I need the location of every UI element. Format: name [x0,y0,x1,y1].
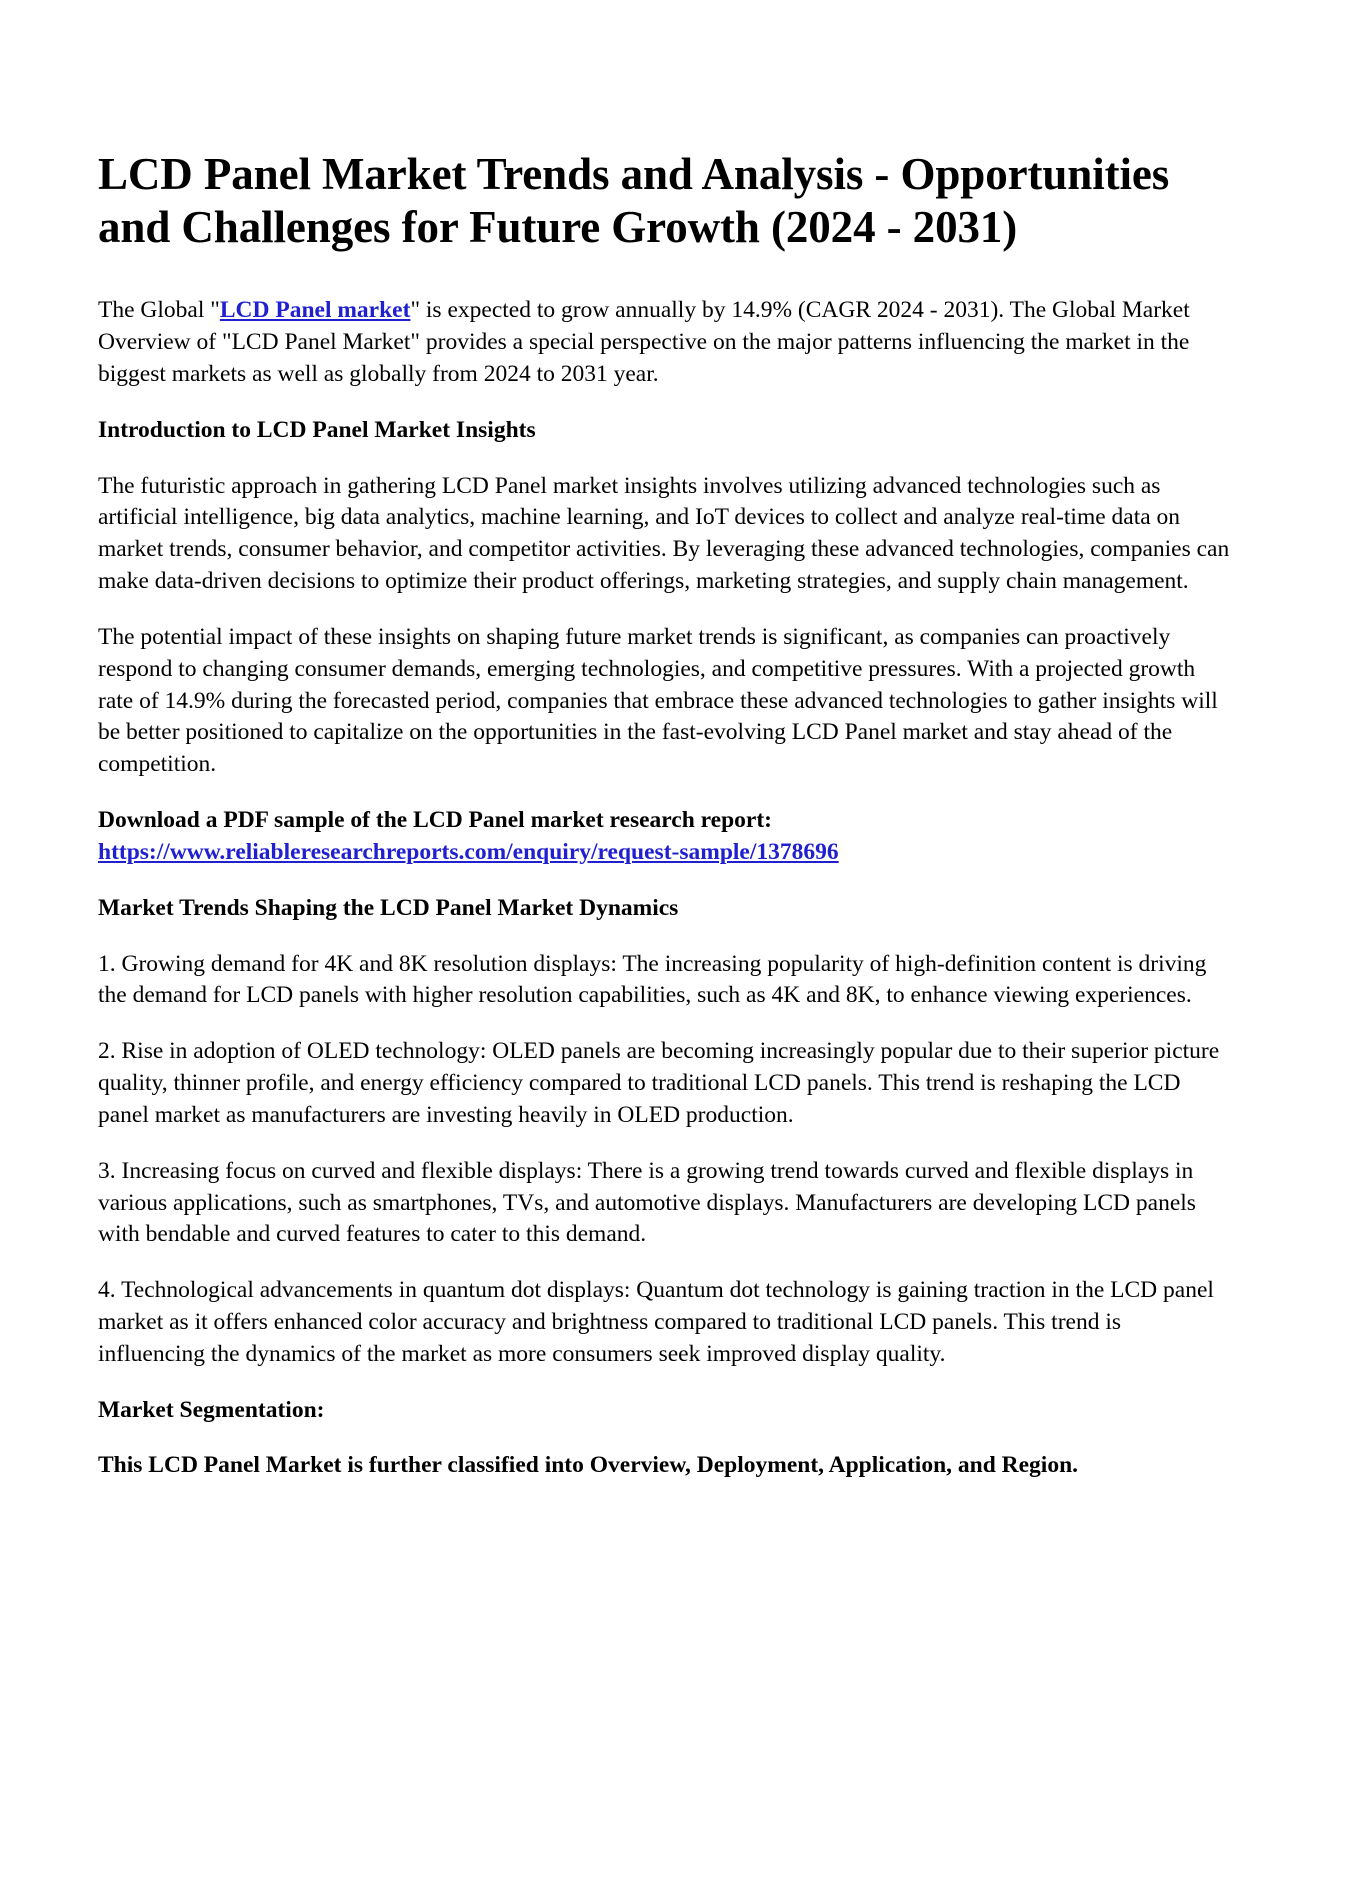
lcd-panel-market-link[interactable]: LCD Panel market [219,297,411,324]
page-title: LCD Panel Market Trends and Analysis - Opportunities and Challenges for Future Growth (2024 - 2031) [98,149,1170,252]
trend-item: 4. Technological advancements in quantum dot displays: Quantum dot technology is gaining traction in the LCD panel market as it offers enhanced color accuracy and brightness compared to traditional LCD panels. This trend is influencing the dynamics of the market as more consumers seek improved display quality. [98,1277,1214,1367]
insights-heading: Introduction to LCD Panel Market Insights [98,416,536,443]
intro-text-after-link: " is expected to grow annually by 14.9% (CAGR 2024 - 2031). The Global Market Overview of "LCD Panel Market" provides a special perspective on the major patterns influencing the market in the biggest markets as well as globally from 2024 to 2031 year. [98,297,1190,387]
insights-paragraph-2: The potential impact of these insights on shaping future market trends is significant, as companies can proactively respond to changing consumer demands, emerging technologies, and competitive pressures. With a projected growth rate of 14.9% during the forecasted period, companies that embrace these advanced technologies to gather insights will be better positioned to capitalize on the opportunities in the fast-evolving LCD Panel market and stay ahead of the competition. [98,623,1218,778]
intro-text-before-link: The Global " [98,297,220,324]
market-segmentation-heading: Market Segmentation: [98,1396,325,1423]
market-segmentation-note: This LCD Panel Market is further classified into Overview, Deployment, Application, and Region. [98,1452,1079,1479]
download-sample-label: Download a PDF sample of the LCD Panel market research report: [98,807,773,834]
intro-paragraph [98,295,1233,390]
trend-item: 3. Increasing focus on curved and flexible displays: There is a growing trend towards curved and flexible displays in various applications, such as smartphones, TVs, and automotive displays. Manufacturers are developing LCD panels with bendable and curved features to cater to this demand. [98,1157,1196,1248]
market-trends-heading: Market Trends Shaping the LCD Panel Market Dynamics [98,894,679,921]
trend-item: 2. Rise in adoption of OLED technology: OLED panels are becoming increasingly popular due to their superior picture quality, thinner profile, and energy efficiency compared to traditional LCD panels. This trend is reshaping the LCD panel market as manufacturers are investing heavily in OLED production. [98,1038,1220,1128]
download-sample-block [98,805,1233,869]
trend-item: 1. Growing demand for 4K and 8K resolution displays: The increasing popularity of high-definition content is driving the demand for LCD panels with higher resolution capabilities, such as 4K and 8K, to enhance viewing experiences. [98,950,1207,1009]
request-sample-url-link[interactable]: https://www.reliableresearchreports.com/enquiry/request-sample/1378696 [98,838,839,865]
insights-paragraph-1: The futuristic approach in gathering LCD Panel market insights involves utilizing advanced technologies such as artificial intelligence, big data analytics, machine learning, and IoT devices to collect and analyze real-time data on market trends, consumer behavior, and competitor activities. By leveraging these advanced technologies, companies can make data-driven decisions to optimize their product offerings, marketing strategies, and supply chain management. [98,472,1230,595]
